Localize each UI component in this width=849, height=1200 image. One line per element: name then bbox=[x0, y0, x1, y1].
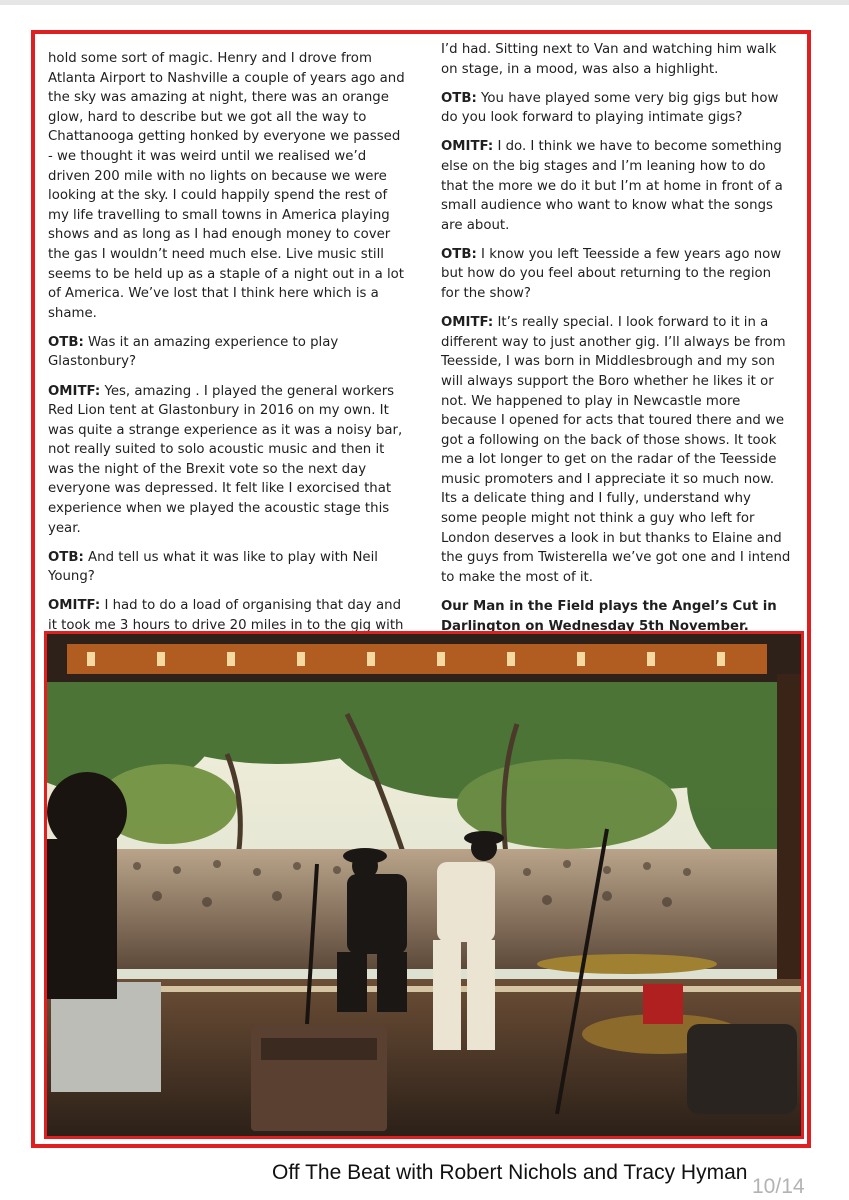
speaker-label: OTB: bbox=[48, 334, 84, 350]
paragraph-text: It’s really special. I look forward to it in a different way to just another gig. I’ll always be from Teesside, I was born in Middlesbrough and my son will always support the Boro whether he likes it or not. We happened to play in Newcastle more because I opened for acts that toured there and we got a following on the back of those shows. It took me a lot longer to get on the radar of the Teesside music promoters and I appreciate it so much now. Its a delicate thing and I fully, understand why some people might not think a guy who left for London deserves a look in but thanks to Elaine and the guys from Twisterella we’ve got one and I intend to make the most of it. bbox=[441, 315, 791, 585]
speaker-label: OMITF: bbox=[48, 383, 101, 399]
paragraph-text: I had to do a load of organising that day and it took me 3 hours to drive 20 miles in to the gig with bbox=[48, 598, 404, 634]
question-neil-young bbox=[48, 548, 406, 587]
paragraph-text: hold some sort of magic. Henry and I drove from Atlanta Airport to Nashville a couple of years ago and the sky was amazing at night, there was an orange glow, hard to describe but we got all the way to Chattanooga getting honked by everyone we passed - we thought it was weird until we realised we’d driven 200 mile with no lights on because we were looking at the sky. I could happily spend the rest of my life travelling to small towns in America playing shows and as long as I had enough money to cover the gas I wouldn’t need much else. Live music still seems to be held up as a staple of a night out in a lot of America. We’ve lost that I think here which is a shame. bbox=[48, 51, 405, 321]
question-intimate-gigs bbox=[441, 89, 791, 128]
speaker-label: OMITF: bbox=[441, 315, 494, 331]
answer-intimate-gigs bbox=[441, 137, 791, 235]
page-number: 10/14 bbox=[752, 1175, 805, 1198]
paragraph-text: I know you left Teesside a few years ago now but how do you feel about returning to the region for the show? bbox=[441, 246, 782, 302]
article-left-column bbox=[48, 49, 406, 704]
paragraph-continuation bbox=[441, 40, 791, 79]
question-teesside bbox=[441, 245, 791, 304]
top-rule bbox=[0, 0, 849, 5]
amplifier bbox=[251, 1026, 387, 1131]
paragraph-text: Was it an amazing experience to play Glastonbury? bbox=[48, 334, 339, 370]
gig-notice: Our Man in the Field plays the Angel’s Cut in Darlington on Wednesday 5th November. bbox=[441, 598, 777, 634]
foreground-musician-silhouette bbox=[47, 772, 127, 999]
article-right-column bbox=[441, 40, 791, 675]
answer-glastonbury bbox=[48, 382, 406, 539]
speaker-label: OMITF: bbox=[441, 139, 494, 155]
question-glastonbury bbox=[48, 333, 406, 372]
paragraph-text: And tell us what it was like to play with Neil Young? bbox=[48, 549, 378, 585]
speaker-label: OMITF: bbox=[48, 598, 101, 614]
concert-photo-frame bbox=[44, 631, 804, 1139]
answer-teesside bbox=[441, 313, 791, 587]
paragraph-text: I’d had. Sitting next to Van and watching him walk on stage, in a mood, was also a highlight. bbox=[441, 42, 777, 77]
speaker-label: OTB: bbox=[441, 90, 477, 106]
paragraph-text: You have played some very big gigs but how do you look forward to playing intimate gigs? bbox=[441, 90, 779, 126]
publication-footer: Off The Beat with Robert Nichols and Tracy Hyman bbox=[272, 1161, 748, 1184]
speaker-label: OTB: bbox=[48, 549, 84, 565]
paragraph-text: Yes, amazing . I played the general workers Red Lion tent at Glastonbury in 2016 on my own. It was quite a strange experience as it was a noisy bar, not really suited to solo acoustic music and then it was the night of the Brexit vote so the next day everyone was depressed. It felt like I exorcised that experience when we played the acoustic stage this year. bbox=[48, 383, 403, 536]
paragraph-intro-continuation bbox=[48, 49, 406, 323]
concert-photo bbox=[47, 634, 801, 1136]
speaker-label: OTB: bbox=[441, 246, 477, 262]
paragraph-text: I do. I think we have to become something else on the big stages and I’m leaning how to do that the more we do it but I’m at home in front of a small audience who want to know what the songs are about. bbox=[441, 139, 783, 233]
